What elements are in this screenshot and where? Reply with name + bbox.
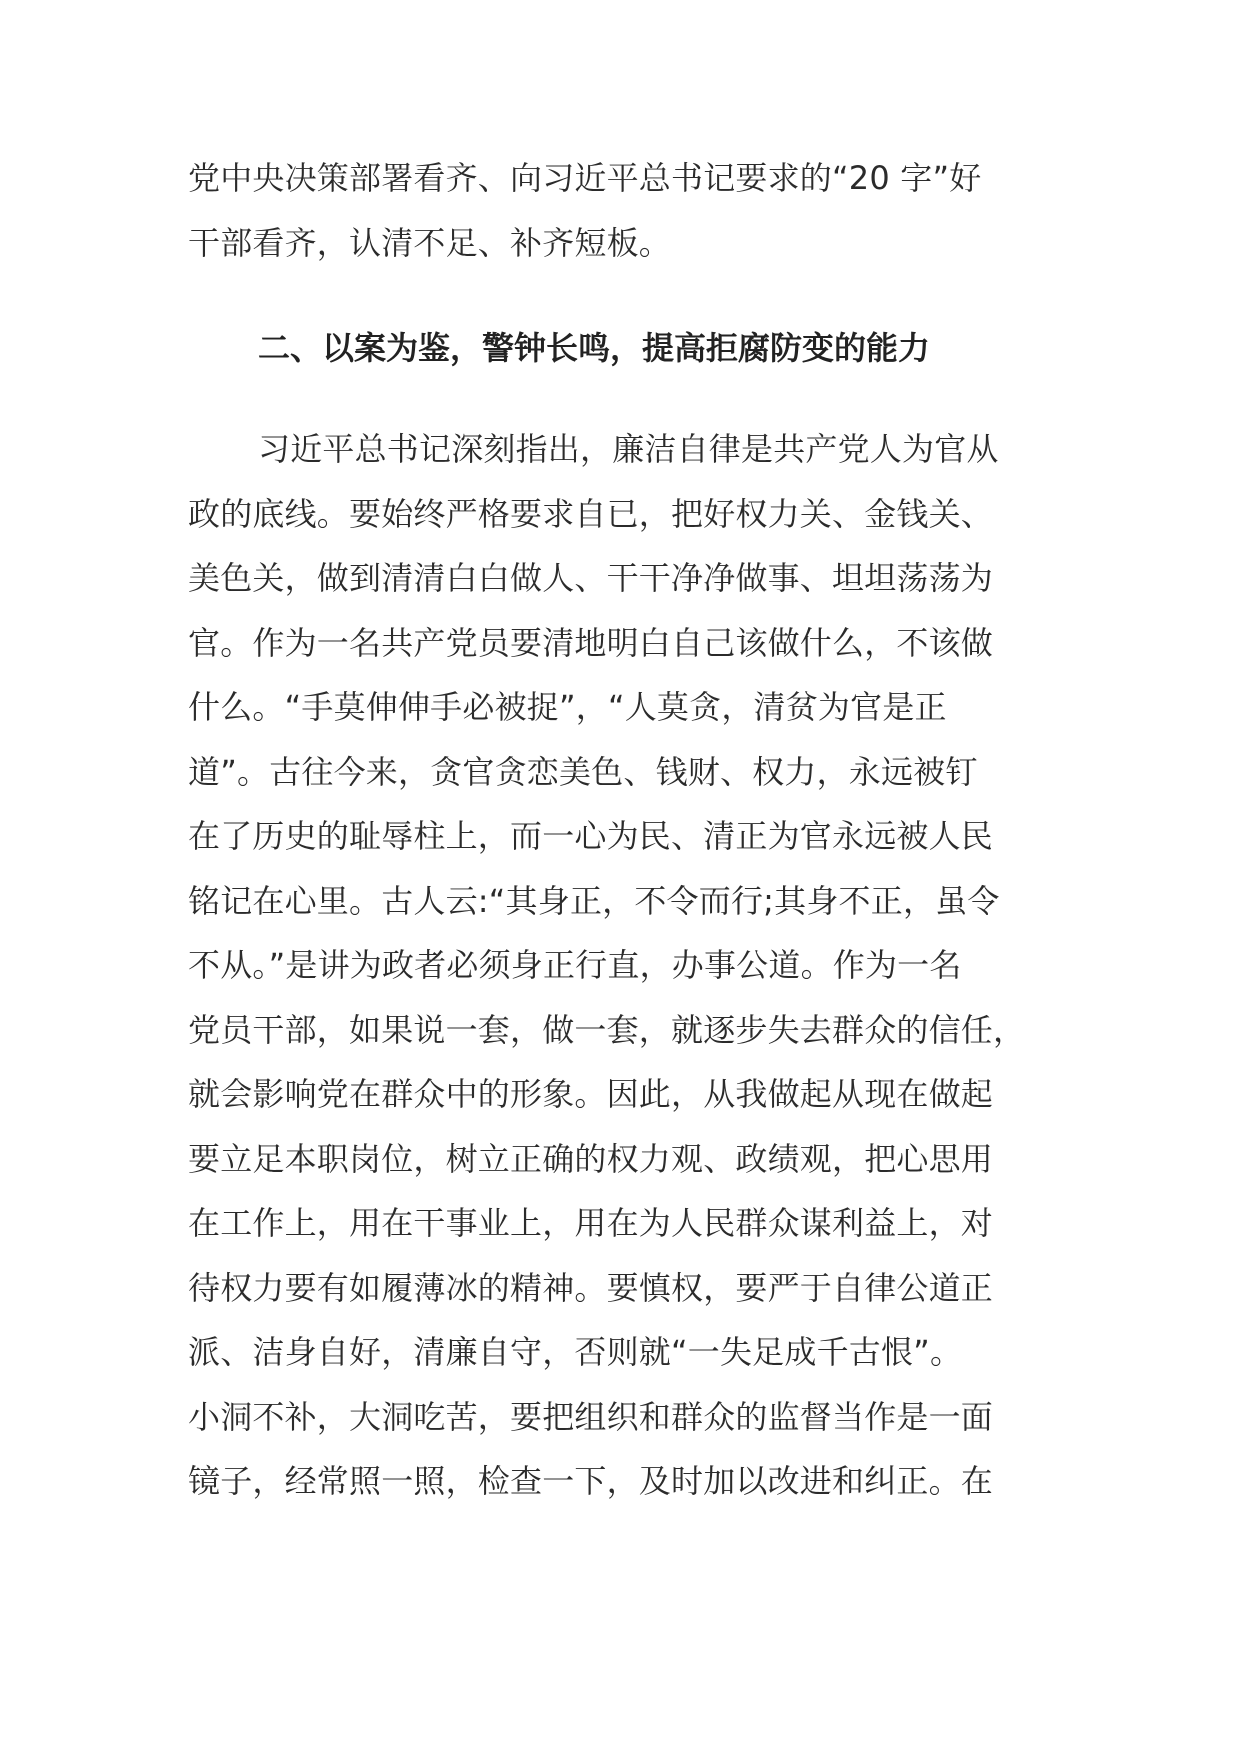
body-paragraph [188,417,1068,1514]
paragraph-line: 官。作为一名共产党员要清地明白自己该做什么，不该做 [188,623,994,662]
paragraph-line: 党中央决策部署看齐、向习近平总书记要求的“20 字”好 [188,159,982,197]
paragraph-line: 在工作上，用在干事业上，用在为人民群众谋利益上，对 [188,1204,994,1242]
paragraph-line: 待权力要有如履薄冰的精神。要慎权，要严于自律公道正 [188,1268,994,1307]
paragraph-line: 党员干部，如果说一套，做一套，就逐步失去群众的信任， [188,1010,1026,1049]
paragraph-line: 小洞不补，大洞吃苦，要把组织和群众的监督当作是一面 [188,1397,994,1436]
paragraph-line: 习近平总书记深刻指出，廉洁自律是共产党人为官从 [258,430,999,468]
paragraph-line: 政的底线。要始终严格要求自已，把好权力关、金钱关、 [188,494,994,533]
paragraph-line: 镜子，经常照一照，检查一下，及时加以改进和纠正。在 [188,1462,994,1500]
paragraph-line: 美色关，做到清清白白做人、干干净净做事、坦坦荡荡为 [188,559,994,597]
paragraph-line: 道”。古往今来，贪官贪恋美色、钱财、权力，永远被钉 [188,752,978,791]
paragraph-line: 要立足本职岗位，树立正确的权力观、政绩观，把心思用 [188,1139,994,1178]
intro-paragraph [188,146,1068,275]
paragraph-line: 不从。”是讲为政者必须身正行直，办事公道。作为一名 [188,946,962,984]
paragraph-line: 铭记在心里。古人云:“其身正，不令而行;其身不正，虽令 [188,881,1000,920]
paragraph-line: 什么。“手莫伸伸手必被捉”，“人莫贪，清贫为官是正 [188,688,947,726]
paragraph-line: 就会影响党在群众中的形象。因此，从我做起从现在做起 [188,1075,994,1113]
paragraph-line: 在了历史的耻辱柱上，而一心为民、清正为官永远被人民 [188,817,994,855]
paragraph-line: 干部看齐，认清不足、补齐短板。 [188,223,672,262]
section-heading: 二、以案为鉴，警钟长鸣，提高拒腐防变的能力 [258,329,931,367]
paragraph-line: 派、洁身自好，清廉自守，否则就“一失足成千古恨”。 [188,1333,963,1371]
